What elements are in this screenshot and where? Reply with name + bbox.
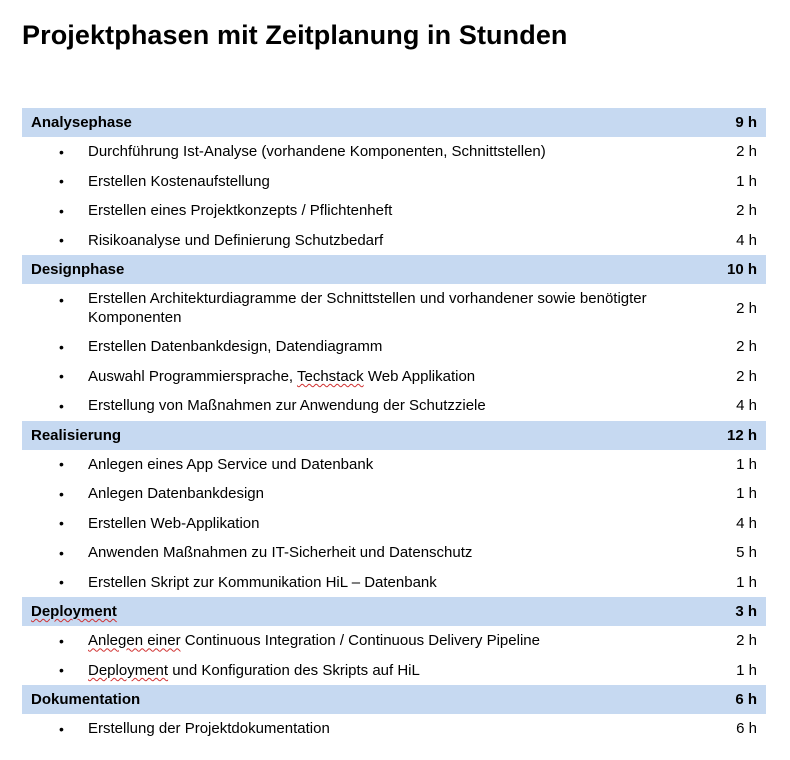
phase-name: Deployment [31, 603, 117, 620]
task-text: Erstellung der Projektdokumentation [88, 720, 330, 738]
bullet-icon: • [59, 662, 64, 679]
task-row [22, 714, 766, 744]
phase-header-dokumentation [22, 685, 766, 714]
phase-hours: 6 h [735, 691, 757, 708]
phase-header-designphase [22, 255, 766, 284]
task-text: Erstellen eines Projektkonzepts / Pflichtenheft [88, 202, 393, 220]
task-row [22, 137, 766, 167]
task-text: Erstellen Architekturdiagramme der Schnittstellen und vorhandener sowie benötigter Komponenten [88, 290, 647, 326]
task-hours: 2 h [736, 367, 757, 385]
task-hours: 1 h [736, 172, 757, 190]
bullet-icon: • [59, 202, 64, 219]
task-row [22, 391, 766, 421]
task-row [22, 167, 766, 197]
task-hours: 4 h [736, 397, 757, 415]
task-row [22, 450, 766, 480]
project-plan-table [22, 108, 766, 744]
page-title: Projektphasen mit Zeitplanung in Stunden [22, 20, 568, 50]
task-text [88, 661, 707, 680]
bullet-icon: • [59, 720, 64, 737]
task-text: Erstellung von Maßnahmen zur Anwendung der Schutzziele [88, 397, 486, 415]
task-hours: 4 h [736, 514, 757, 532]
phase-header-analysephase [22, 108, 766, 137]
bullet-icon: • [59, 143, 64, 160]
bullet-icon: • [59, 338, 64, 355]
task-hours: 4 h [736, 231, 757, 249]
task-hours: 2 h [736, 143, 757, 161]
task-row [22, 332, 766, 362]
phase-header-realisierung [22, 421, 766, 450]
task-text-part: und Konfiguration des Skripts auf HiL [168, 661, 420, 679]
spellcheck-marked-word: Techstack [296, 367, 364, 385]
task-row [22, 479, 766, 509]
task-hours: 2 h [736, 202, 757, 220]
task-hours: 6 h [736, 720, 757, 738]
task-row [22, 568, 766, 598]
phase-name: Designphase [31, 261, 125, 278]
task-text: Anlegen eines App Service und Datenbank [88, 455, 374, 473]
task-text-part: Continuous Integration / Continuous Delivery Pipeline [180, 632, 540, 650]
task-text [88, 631, 707, 650]
phase-name: Realisierung [31, 426, 122, 444]
task-hours: 1 h [736, 485, 757, 503]
task-hours: 2 h [736, 632, 757, 650]
task-text: Erstellen Kostenaufstellung [88, 172, 270, 190]
task-text: Erstellen Skript zur Kommunikation HiL – Datenbank [88, 573, 437, 591]
task-text: Erstellen Datenbankdesign, Datendiagramm [88, 338, 383, 356]
phase-hours: 10 h [726, 261, 757, 278]
bullet-icon: • [59, 485, 64, 502]
phase-name: Analysephase [31, 114, 132, 131]
phase-name: Dokumentation [31, 691, 141, 708]
bullet-icon: • [59, 632, 64, 649]
task-hours: 1 h [736, 573, 757, 591]
phase-hours: 3 h [735, 603, 757, 620]
bullet-icon: • [59, 456, 64, 473]
bullet-icon: • [59, 574, 64, 591]
task-hours: 1 h [736, 455, 757, 473]
bullet-icon: • [59, 368, 64, 385]
bullet-icon: • [59, 232, 64, 249]
bullet-icon: • [59, 544, 64, 561]
task-text: Anlegen Datenbankdesign [88, 485, 264, 503]
task-row [22, 284, 766, 332]
phase-hours: 12 h [726, 426, 757, 444]
task-row [22, 362, 766, 392]
bullet-icon: • [59, 515, 64, 532]
task-row [22, 196, 766, 226]
spellcheck-marked-word: Anlegen einer [88, 632, 181, 650]
task-row [22, 538, 766, 568]
task-text: Erstellen Web-Applikation [88, 514, 260, 532]
phase-hours: 9 h [735, 114, 757, 131]
task-hours: 1 h [736, 661, 757, 679]
task-row [22, 656, 766, 686]
task-hours: 2 h [736, 338, 757, 356]
bullet-icon: • [59, 173, 64, 190]
bullet-icon: • [59, 397, 64, 414]
task-hours: 2 h [736, 299, 757, 317]
task-text-part: Web Applikation [363, 367, 476, 385]
spellcheck-marked-word: Deployment [88, 661, 169, 679]
task-text: Risikoanalyse und Definierung Schutzbedarf [88, 231, 384, 249]
task-hours: 5 h [736, 544, 757, 562]
task-row [22, 509, 766, 539]
task-text [88, 367, 707, 386]
phase-header-deployment [22, 597, 766, 626]
bullet-icon: • [59, 292, 64, 308]
task-row [22, 226, 766, 256]
task-text-part: Auswahl Programmiersprache, [88, 367, 297, 385]
task-row [22, 626, 766, 656]
task-text: Durchführung Ist-Analyse (vorhandene Komponenten, Schnittstellen) [88, 143, 546, 161]
task-text: Anwenden Maßnahmen zu IT-Sicherheit und Datenschutz [88, 544, 473, 562]
